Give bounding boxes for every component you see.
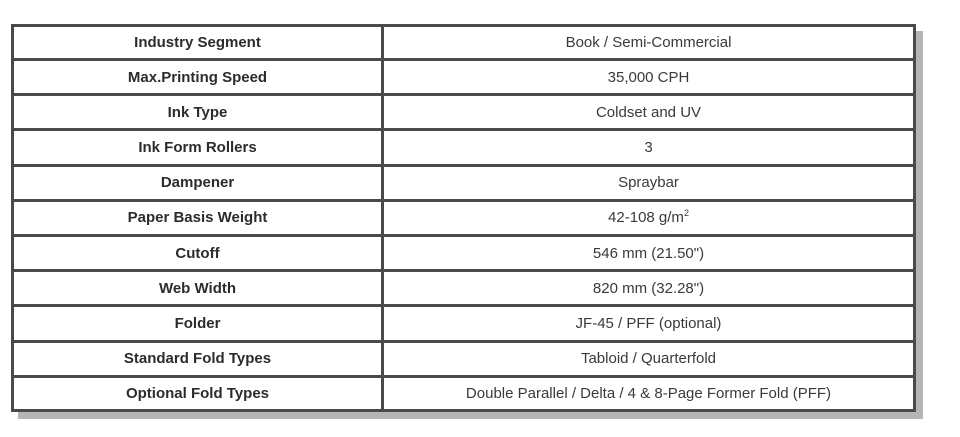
row-value: Spraybar xyxy=(383,165,914,200)
row-label: Dampener xyxy=(14,165,383,200)
table-row xyxy=(14,341,913,376)
row-value: 3 xyxy=(383,130,914,165)
row-value: Book / Semi-Commercial xyxy=(383,27,914,60)
row-label: Ink Form Rollers xyxy=(14,130,383,165)
row-value: 35,000 CPH xyxy=(383,60,914,95)
table-row xyxy=(14,95,913,130)
row-label: Web Width xyxy=(14,271,383,306)
row-label: Max.Printing Speed xyxy=(14,60,383,95)
table-row xyxy=(14,376,913,409)
row-value: Tabloid / Quarterfold xyxy=(383,341,914,376)
row-value: 546 mm (21.50") xyxy=(383,236,914,271)
row-label: Optional Fold Types xyxy=(14,376,383,409)
row-value: Coldset and UV xyxy=(383,95,914,130)
table-row xyxy=(14,271,913,306)
row-value: Double Parallel / Delta / 4 & 8-Page Former Fold (PFF) xyxy=(383,376,914,409)
table-row xyxy=(14,165,913,200)
table-row xyxy=(14,236,913,271)
table-row xyxy=(14,130,913,165)
table-row xyxy=(14,306,913,341)
table-row xyxy=(14,60,913,95)
row-value xyxy=(383,200,914,235)
spec-table xyxy=(14,27,913,409)
row-label: Cutoff xyxy=(14,236,383,271)
spec-table-container xyxy=(11,24,916,412)
row-label: Industry Segment xyxy=(14,27,383,60)
row-label: Ink Type xyxy=(14,95,383,130)
table-row xyxy=(14,200,913,235)
table-row xyxy=(14,27,913,60)
row-value: 820 mm (32.28") xyxy=(383,271,914,306)
superscript-two: 2 xyxy=(683,208,689,219)
row-label: Standard Fold Types xyxy=(14,341,383,376)
row-value: JF-45 / PFF (optional) xyxy=(383,306,914,341)
row-label: Paper Basis Weight xyxy=(14,200,383,235)
row-value-text: 42-108 g/m xyxy=(608,209,684,227)
row-label: Folder xyxy=(14,306,383,341)
